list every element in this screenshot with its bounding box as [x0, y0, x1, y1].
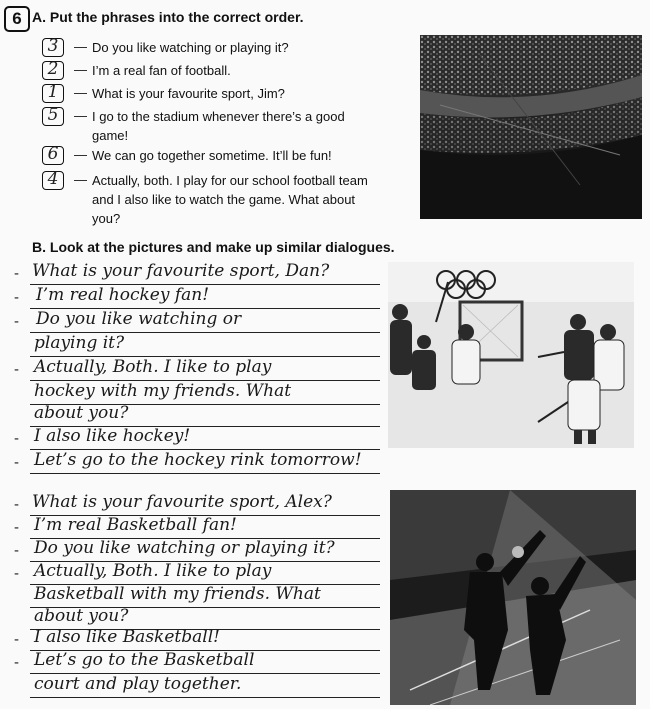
line-dash: - — [14, 454, 19, 471]
phrase-text: We can go together sometime. It’ll be fun! — [92, 148, 332, 163]
handwritten-line: Actually, Both. I like to play — [34, 561, 272, 581]
dash: — — [74, 85, 87, 100]
answer-box[interactable] — [42, 38, 64, 57]
handwritten-line: I’m real Basketball fan! — [34, 515, 237, 535]
line-dash: - — [14, 265, 19, 282]
line-dash: - — [14, 654, 19, 671]
basketball-photo — [390, 490, 636, 705]
line-dash: - — [14, 519, 19, 536]
answer-number: 1 — [47, 82, 59, 102]
line-dash: - — [14, 631, 19, 648]
line-dash: - — [14, 496, 19, 513]
handwritten-line: I also like Basketball! — [34, 627, 220, 647]
part-b-title: B. Look at the pictures and make up similar dialogues. — [32, 239, 395, 255]
handwritten-line: about you? — [34, 606, 129, 626]
handwritten-line: I’m real hockey fan! — [36, 285, 210, 305]
answer-box[interactable] — [42, 171, 64, 190]
dash: — — [74, 147, 87, 162]
handwritten-line: Actually, Both. I like to play — [34, 357, 272, 377]
handwritten-line: Do you like watching or — [36, 309, 242, 329]
handwritten-line: I also like hockey! — [34, 426, 191, 446]
answer-number: 4 — [47, 169, 59, 189]
handwritten-line: Let’s go to the Basketball — [34, 650, 255, 670]
phrase-text: Do you like watching or playing it? — [92, 40, 289, 55]
dash: — — [74, 39, 87, 54]
line-dash: - — [14, 542, 19, 559]
dash: — — [74, 108, 87, 123]
dash: — — [74, 62, 87, 77]
handwritten-line: Let’s go to the hockey rink tomorrow! — [34, 450, 362, 470]
answer-box[interactable] — [42, 61, 64, 80]
line-dash: - — [14, 289, 19, 306]
line-dash: - — [14, 313, 19, 330]
answer-number: 3 — [47, 36, 59, 56]
answer-number: 5 — [47, 105, 59, 125]
stadium-photo — [420, 35, 642, 219]
handwritten-line: hockey with my friends. What — [34, 381, 292, 401]
answer-box[interactable] — [42, 107, 64, 126]
answer-box[interactable] — [42, 146, 64, 165]
phrase-text: Actually, both. I play for our school football team and I also like to watch the game. What about you? — [92, 173, 368, 226]
writing-rule — [30, 473, 380, 474]
handwritten-line: Do you like watching or playing it? — [34, 538, 335, 558]
phrase-text: What is your favourite sport, Jim? — [92, 86, 285, 101]
handwritten-line: playing it? — [34, 333, 125, 353]
answer-number: 6 — [47, 144, 59, 164]
handwritten-line: What is your favourite sport, Alex? — [32, 492, 332, 512]
line-dash: - — [14, 430, 19, 447]
phrase-text: I’m a real fan of football. — [92, 63, 231, 78]
phrase-text: I go to the stadium whenever there’s a good game! — [92, 109, 345, 143]
line-dash: - — [14, 361, 19, 378]
exercise-number-badge: 6 — [4, 6, 30, 32]
handwritten-line: Basketball with my friends. What — [34, 584, 321, 604]
hockey-photo — [388, 262, 634, 448]
handwritten-line: about you? — [34, 403, 129, 423]
handwritten-line: court and play together. — [34, 674, 242, 694]
writing-rule — [30, 697, 380, 698]
dash: — — [74, 172, 87, 187]
line-dash: - — [14, 565, 19, 582]
answer-number: 2 — [47, 59, 59, 79]
part-a-title: A. Put the phrases into the correct order. — [32, 9, 304, 25]
answer-box[interactable] — [42, 84, 64, 103]
handwritten-line: What is your favourite sport, Dan? — [32, 261, 330, 281]
